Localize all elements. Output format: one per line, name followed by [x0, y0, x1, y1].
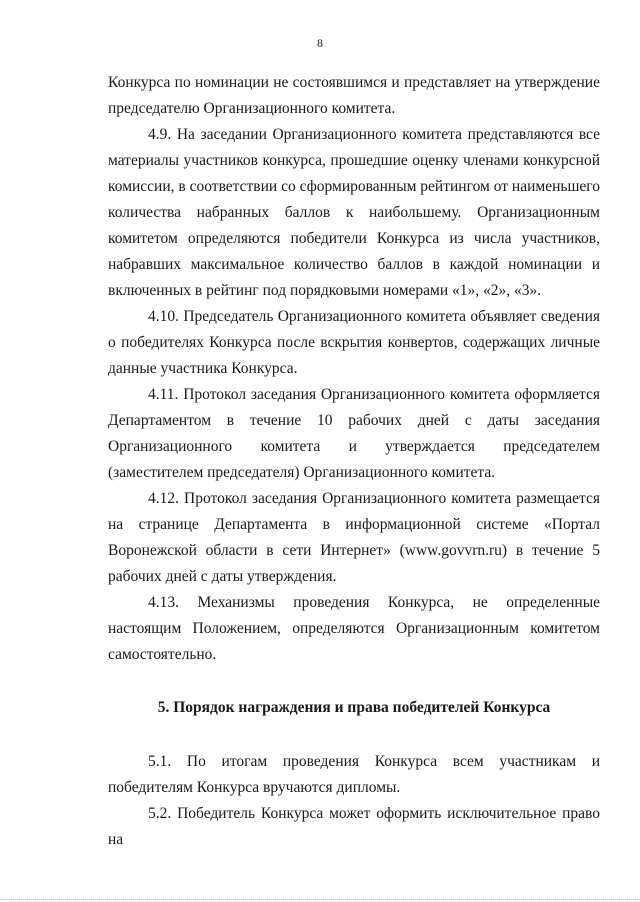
paragraph-4-13: 4.13. Механизмы проведения Конкурса, не определенные настоящим Положением, определяются Организационным комитетом самостоятельно.: [108, 594, 600, 663]
paragraph-5-2: 5.2. Победитель Конкурса может оформить исключительное право на: [108, 805, 600, 848]
paragraph-4-9: 4.9. На заседании Организационного комитета представляются все материалы участников конкурса, прошедшие оценку членами конкурсной комиссии, в соответствии со сформированным рейтингом от наименьшего количества набранных баллов к наибольшему. Организационным комитетом определяются победители Конкурса из числа участников, набравших максимальное количество баллов в каждой номинации и включенных в рейтинг под порядковыми номерами «1», «2», «3».: [108, 126, 600, 299]
paragraph-5-1: 5.1. По итогам проведения Конкурса всем участникам и победителям Конкурса вручаются дипломы.: [108, 753, 600, 796]
page-number: 8: [317, 36, 323, 50]
document-body: [108, 70, 600, 853]
paragraph-4-12: 4.12. Протокол заседания Организационного комитета размещается на странице Департамента в информационной системе «Портал Воронежской области в сети Интернет» (www.govvrn.ru) в течение 5 рабочих дней с даты утверждения.: [108, 490, 600, 585]
paragraph-4-11: 4.11. Протокол заседания Организационного комитета оформляется Департаментом в течение 10 рабочих дней с даты заседания Организационного комитета и утверждается председателем (заместителем председателя) Организационного комитета.: [108, 386, 600, 481]
section-5-heading: 5. Порядок награждения и права победителей Конкурса: [157, 699, 551, 716]
paragraph-4-10: 4.10. Председатель Организационного комитета объявляет сведения о победителях Конкурса после вскрытия конвертов, содержащих личные данные участника Конкурса.: [108, 308, 600, 377]
scan-edge-divider: [0, 898, 640, 900]
paragraph-continuation: Конкурса по номинации не состоявшимся и представляет на утверждение председателю Организационного комитета.: [108, 74, 600, 117]
